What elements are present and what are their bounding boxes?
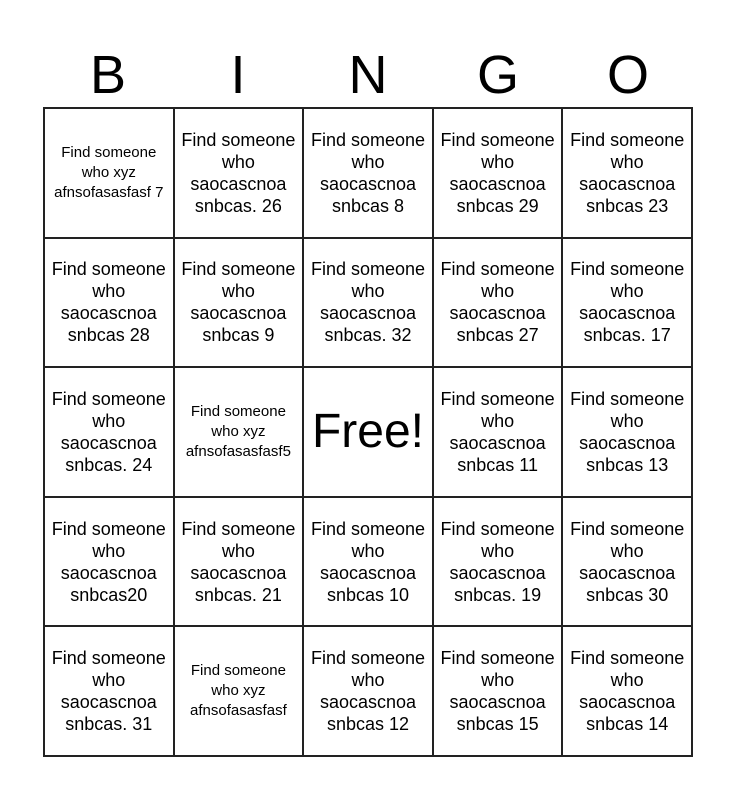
bingo-cell-text: Find someone who saocascnoa snbcas 23 bbox=[570, 129, 685, 216]
bingo-card-grid bbox=[43, 107, 693, 757]
bingo-cell-text: Find someone who xyz afnsofasasfasf5 bbox=[185, 402, 291, 460]
bingo-cell-text: Find someone who saocascnoa snbcas 28 bbox=[51, 259, 166, 346]
bingo-cell-text: Find someone who saocascnoa snbcas 29 bbox=[440, 129, 555, 216]
bingo-cell-text: Find someone who saocascnoa snbcas20 bbox=[51, 518, 166, 605]
bingo-cell bbox=[45, 109, 175, 239]
bingo-cell bbox=[304, 627, 434, 757]
bingo-cell bbox=[304, 109, 434, 239]
bingo-cell bbox=[434, 368, 564, 498]
bingo-cell-text: Find someone who xyz afnsofasasfasf bbox=[190, 662, 287, 720]
header-letter-g: G bbox=[476, 45, 519, 105]
bingo-cell bbox=[563, 368, 693, 498]
header-letter-b: B bbox=[89, 45, 127, 105]
bingo-cell-text: Find someone who saocascnoa snbcas. 32 bbox=[310, 259, 426, 346]
bingo-cell bbox=[175, 498, 305, 628]
header-letter-o: O bbox=[606, 45, 649, 105]
bingo-cell bbox=[175, 109, 305, 239]
bingo-cell bbox=[563, 109, 693, 239]
bingo-cell bbox=[563, 239, 693, 369]
bingo-cell-text: Find someone who saocascnoa snbcas. 17 bbox=[570, 259, 685, 346]
bingo-cell-text: Find someone who saocascnoa snbcas 10 bbox=[310, 518, 426, 605]
bingo-cell-text: Find someone who saocascnoa snbcas. 26 bbox=[181, 129, 296, 216]
bingo-cell-text: Find someone who saocascnoa snbcas 12 bbox=[310, 648, 426, 735]
bingo-cell-text: Find someone who saocascnoa snbcas 30 bbox=[570, 518, 685, 605]
bingo-cell bbox=[175, 368, 305, 498]
bingo-cell-text: Find someone who saocascnoa snbcas 9 bbox=[181, 259, 296, 346]
bingo-cell bbox=[434, 109, 564, 239]
bingo-cell bbox=[563, 498, 693, 628]
header-letter-i: I bbox=[230, 45, 246, 105]
bingo-cell-text: Find someone who saocascnoa snbcas 14 bbox=[570, 648, 685, 735]
bingo-cell-text: Find someone who saocascnoa snbcas. 21 bbox=[181, 518, 296, 605]
bingo-cell-text: Find someone who saocascnoa snbcas 11 bbox=[440, 388, 555, 475]
bingo-cell bbox=[175, 627, 305, 757]
bingo-cell-text: Find someone who saocascnoa snbcas 13 bbox=[570, 388, 685, 475]
bingo-cell bbox=[304, 239, 434, 369]
bingo-cell bbox=[304, 498, 434, 628]
bingo-cell bbox=[434, 239, 564, 369]
bingo-cell bbox=[45, 627, 175, 757]
bingo-cell-text: Find someone who saocascnoa snbcas. 24 bbox=[51, 388, 166, 475]
bingo-cell-text: Find someone who saocascnoa snbcas. 31 bbox=[51, 648, 166, 735]
bingo-cell bbox=[434, 627, 564, 757]
bingo-cell-text: Find someone who xyz afnsofasasfasf 7 bbox=[54, 143, 164, 201]
bingo-cell bbox=[45, 239, 175, 369]
bingo-cell bbox=[563, 627, 693, 757]
free-space-cell bbox=[304, 368, 434, 498]
bingo-cell-text: Find someone who saocascnoa snbcas. 19 bbox=[440, 518, 555, 605]
bingo-cell bbox=[45, 498, 175, 628]
bingo-cell bbox=[434, 498, 564, 628]
bingo-cell bbox=[45, 368, 175, 498]
free-space-text: Free! bbox=[311, 404, 424, 458]
bingo-cell-text: Find someone who saocascnoa snbcas 8 bbox=[310, 129, 426, 216]
header-letter-n: N bbox=[348, 45, 388, 105]
bingo-cell-text: Find someone who saocascnoa snbcas 15 bbox=[440, 648, 555, 735]
bingo-cell bbox=[175, 239, 305, 369]
bingo-cell-text: Find someone who saocascnoa snbcas 27 bbox=[440, 259, 555, 346]
bingo-header bbox=[43, 46, 693, 104]
